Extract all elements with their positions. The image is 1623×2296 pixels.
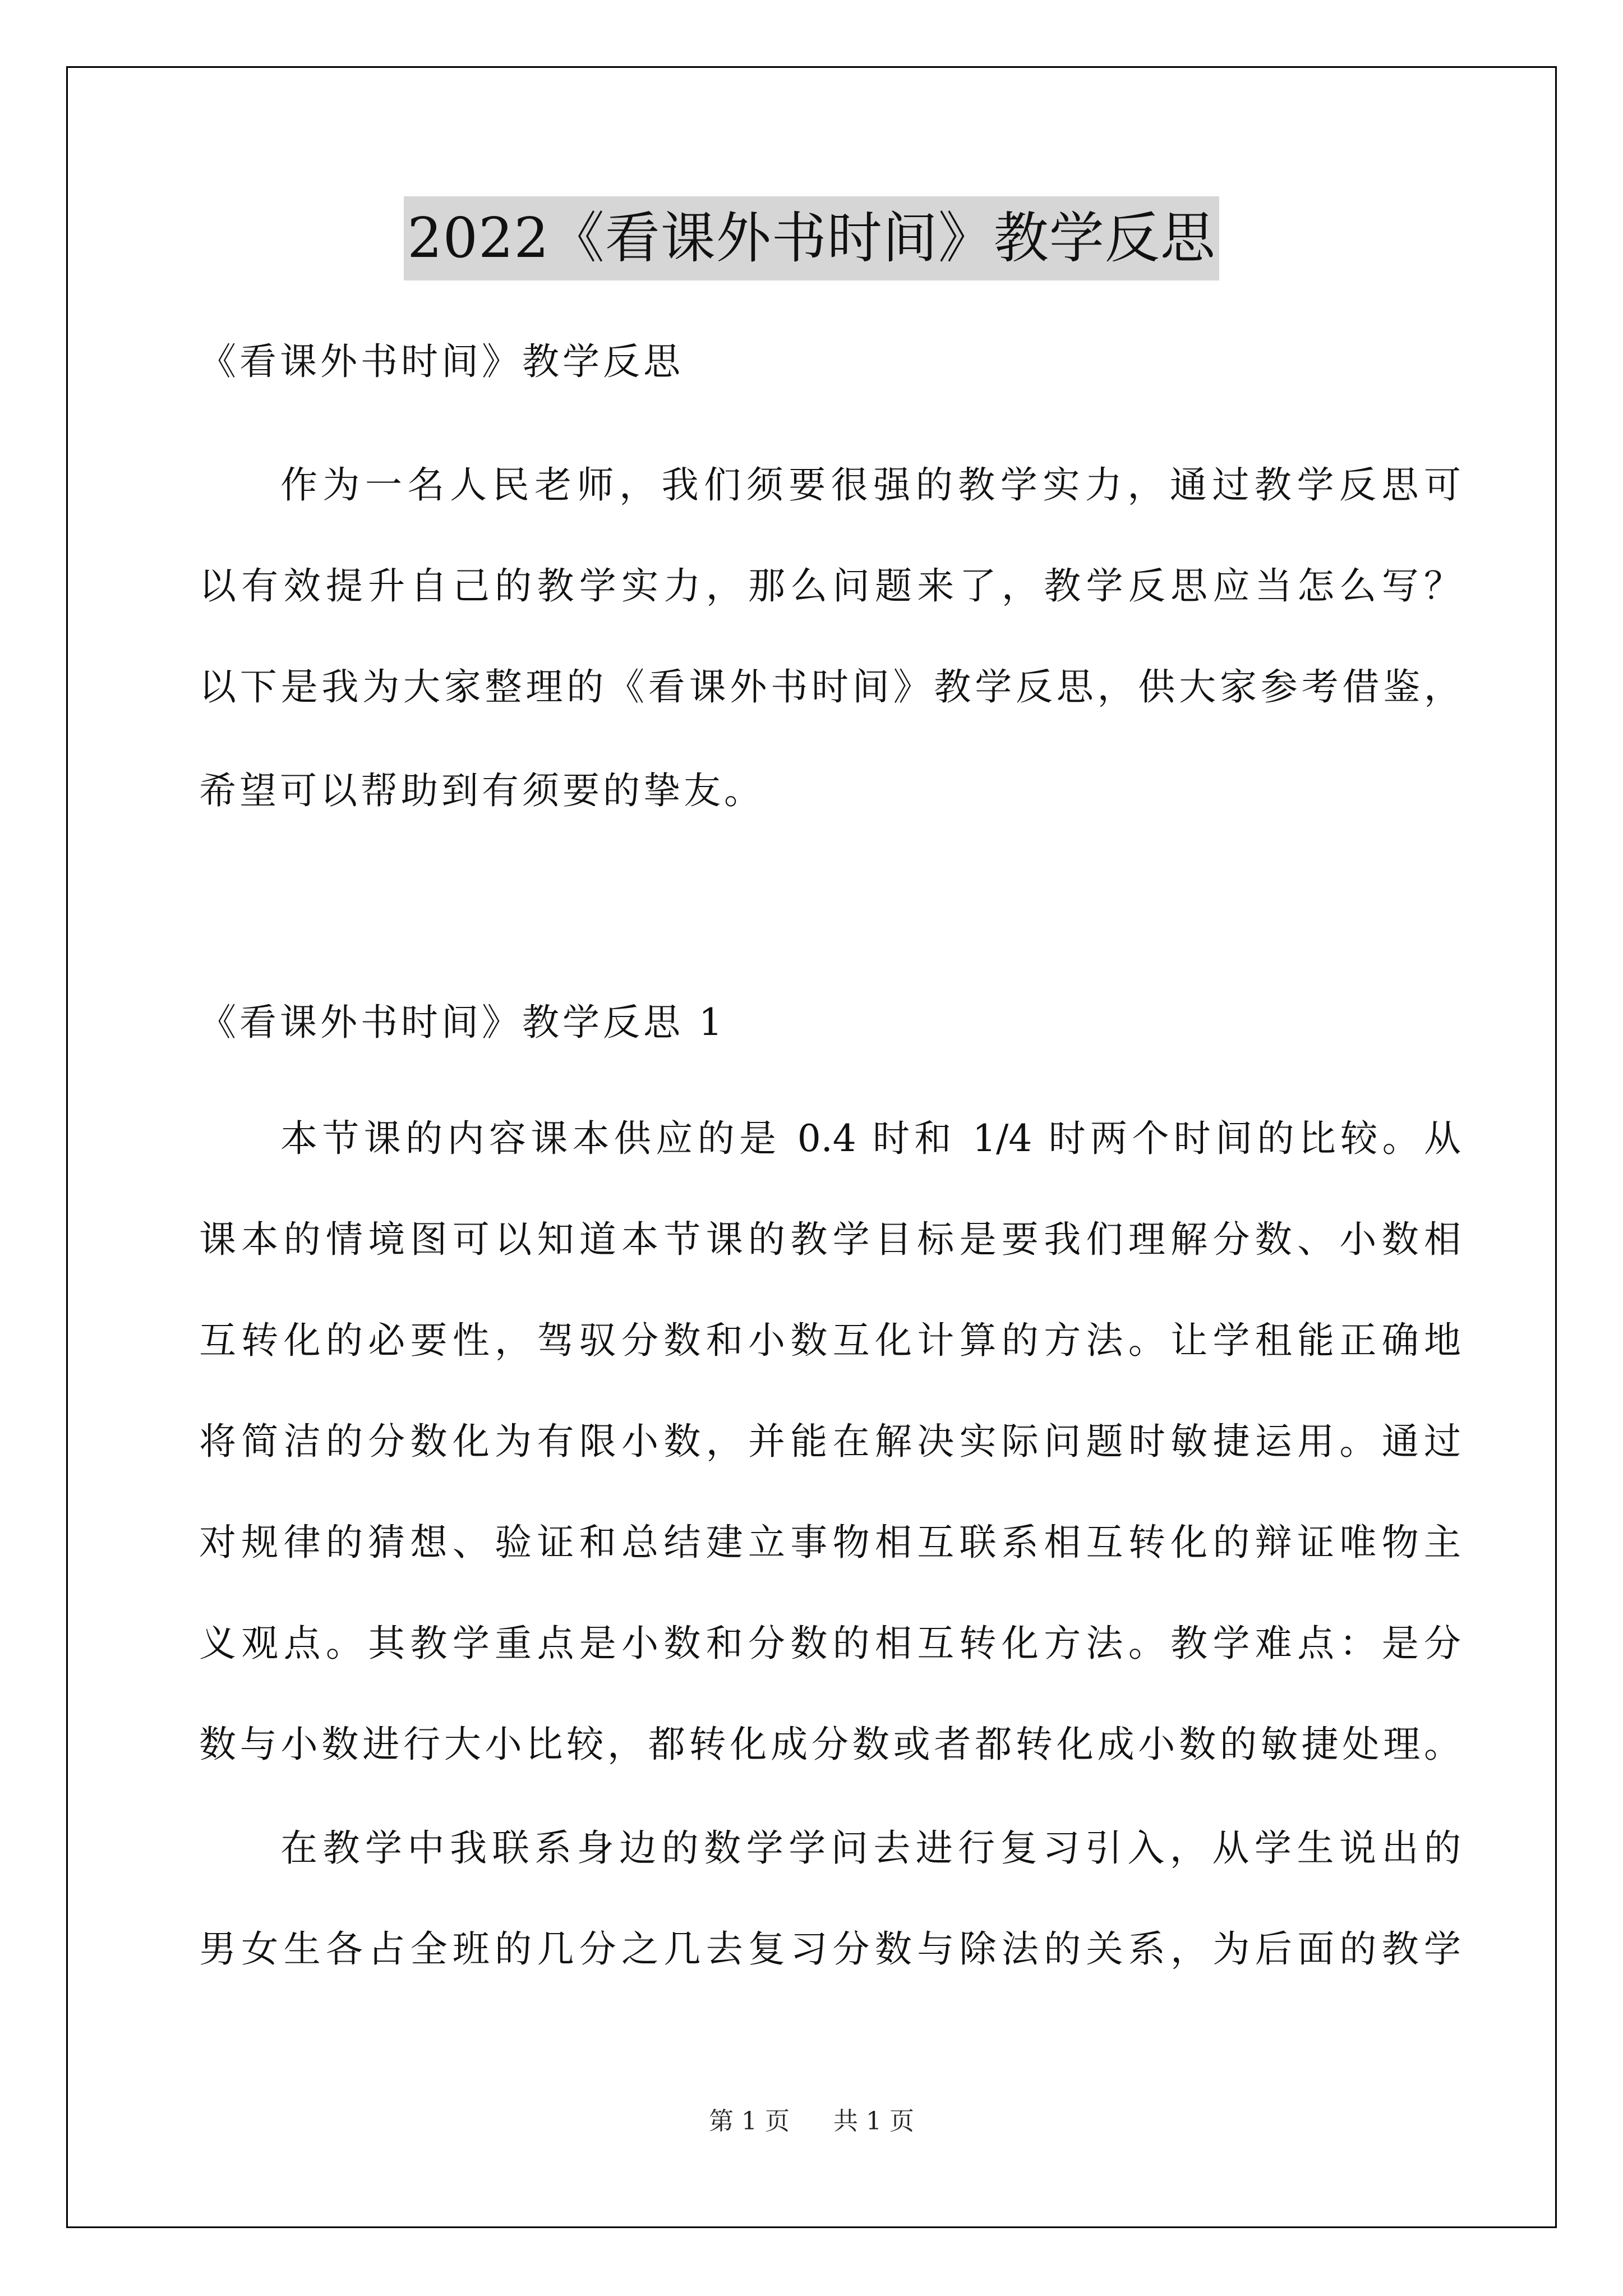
paragraph-line: 本节课的内容课本供应的是 0.4 时和 1/4 时两个时间的比较。从	[280, 1117, 1461, 1160]
paragraph-line: 将简洁的分数化为有限小数，并能在解决实际问题时敏捷运用。通过	[199, 1420, 1461, 1463]
document-title: 2022《看课外书时间》教学反思	[404, 196, 1219, 280]
paragraph-line: 希望可以帮助到有须要的挚友。	[199, 769, 764, 812]
title-container	[0, 196, 1623, 280]
paragraph-line: 对规律的猜想、验证和总结建立事物相互联系相互转化的辩证唯物主	[199, 1521, 1461, 1564]
page-number-total: 共 1 页	[833, 2107, 914, 2136]
paragraph-line: 互转化的必要性，驾驭分数和小数互化计算的方法。让学租能正确地	[199, 1319, 1461, 1362]
paragraph-line: 男女生各占全班的几分之几去复习分数与除法的关系，为后面的教学	[199, 1927, 1461, 1971]
paragraph-line: 课本的情境图可以知道本节课的教学目标是要我们理解分数、小数相	[199, 1218, 1461, 1261]
paragraph-line: 义观点。其教学重点是小数和分数的相互转化方法。教学难点：是分	[199, 1622, 1461, 1665]
paragraph-line: 以有效提升自己的教学实力，那么问题来了，教学反思应当怎么写？	[199, 564, 1461, 608]
paragraph-line: 以下是我为大家整理的《看课外书时间》教学反思，供大家参考借鉴，	[199, 665, 1461, 708]
page-number-current: 第 1 页	[709, 2107, 790, 2136]
section-heading: 《看课外书时间》教学反思 1	[199, 1001, 726, 1044]
section-heading: 《看课外书时间》教学反思	[199, 340, 684, 383]
page-footer	[0, 2105, 1623, 2138]
paragraph-line: 作为一名人民老师，我们须要很强的教学实力，通过教学反思可	[280, 463, 1461, 507]
paragraph-line: 在教学中我联系身边的数学学问去进行复习引入，从学生说出的	[280, 1826, 1461, 1870]
paragraph-line: 数与小数进行大小比较，都转化成分数或者都转化成小数的敏捷处理。	[199, 1723, 1461, 1766]
